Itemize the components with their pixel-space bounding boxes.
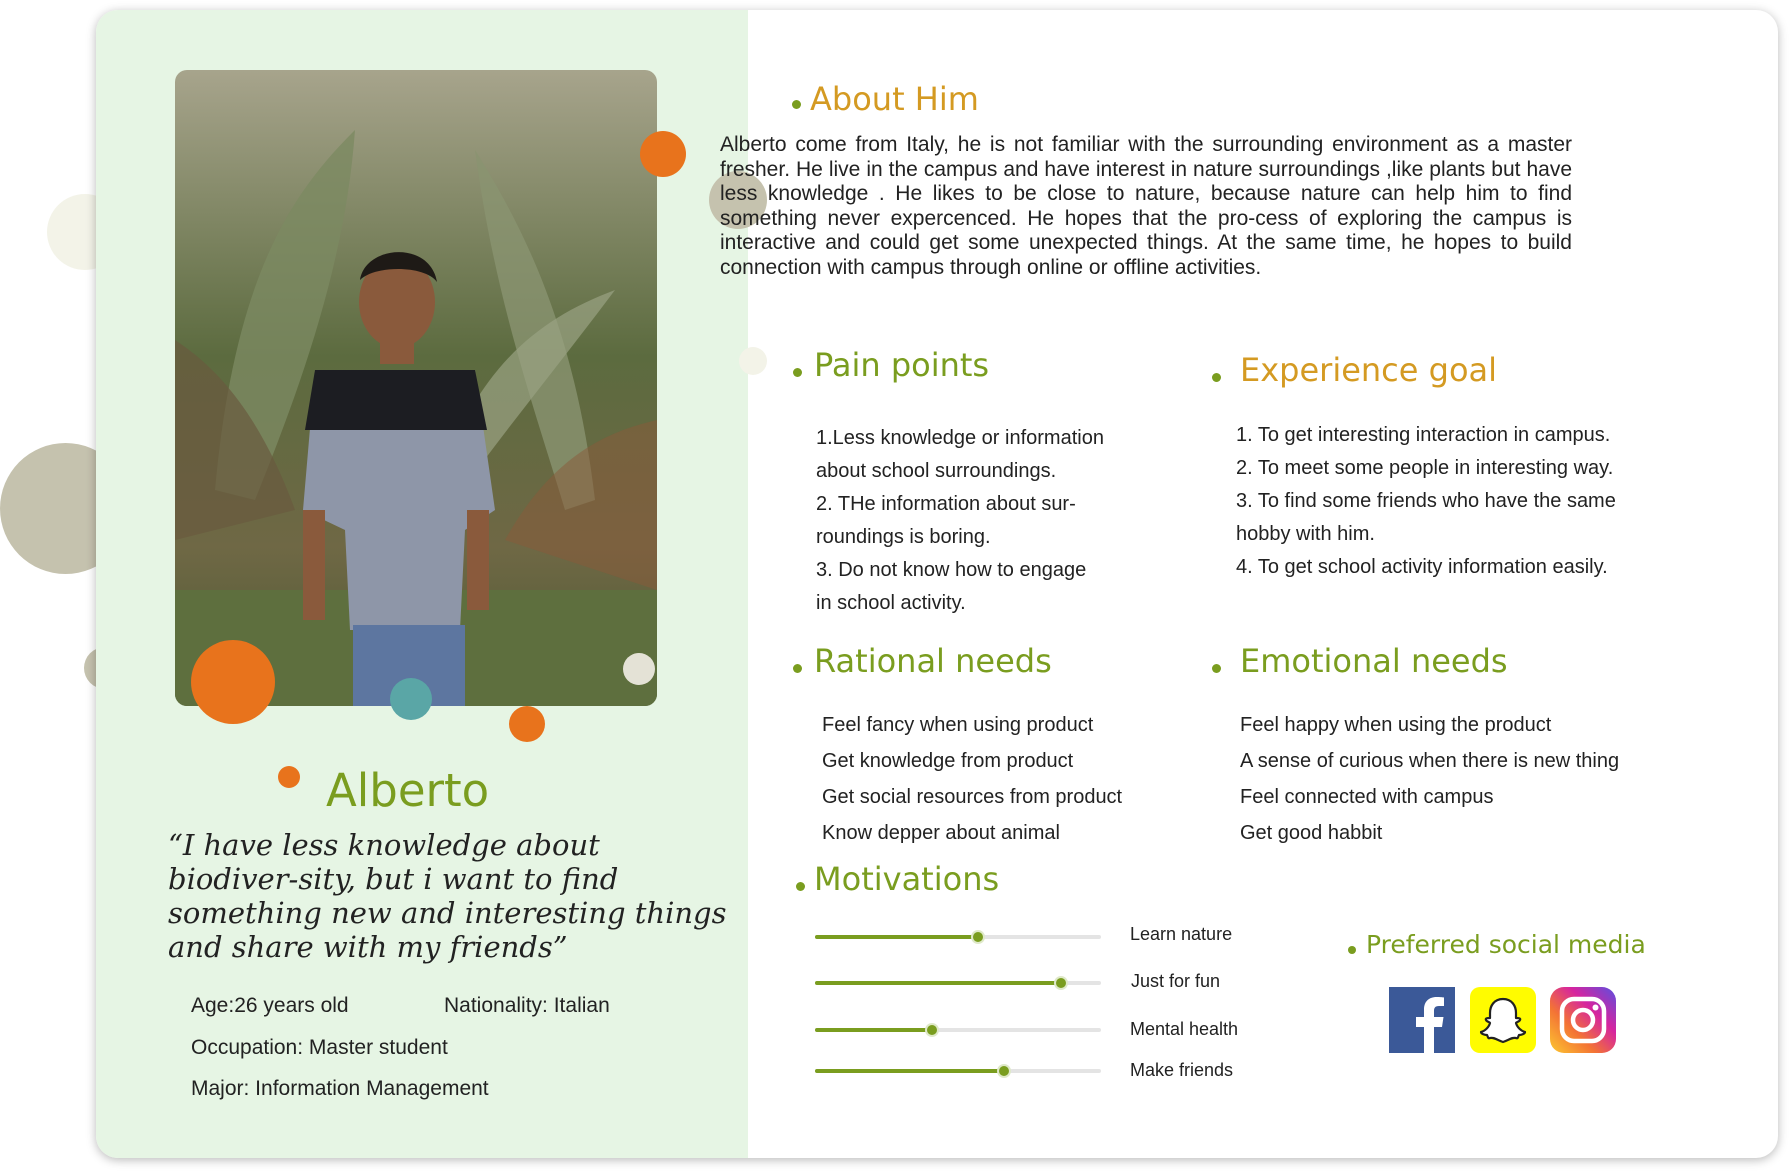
list-item: 3. Do not know how to engage	[816, 559, 1087, 581]
emotional-needs-list	[1240, 707, 1619, 851]
slider-fill	[815, 1069, 1004, 1073]
slider-fill	[815, 1028, 932, 1032]
facebook-icon[interactable]	[1389, 987, 1455, 1053]
persona-nationality: Nationality: Italian	[444, 994, 610, 1017]
list-item: 4. To get school activity information easily.	[1236, 556, 1608, 578]
list-item: Know depper about animal	[822, 822, 1060, 844]
list-item: Get knowledge from product	[822, 750, 1074, 772]
list-item: Get good habbit	[1240, 822, 1383, 844]
persona-major: Major: Information Management	[191, 1077, 489, 1100]
about-bullet	[792, 100, 801, 109]
motivations-heading: Motivations	[814, 860, 1000, 898]
list-item: A sense of curious when there is new thing	[1240, 750, 1620, 772]
list-item: Feel happy when using the product	[1240, 714, 1552, 736]
list-item: Get social resources from product	[822, 786, 1123, 808]
persona-photo	[175, 70, 657, 706]
motivation-slider[interactable]	[815, 1028, 1101, 1032]
list-item: 1.Less knowledge or information	[816, 427, 1104, 449]
slider-knob[interactable]	[925, 1023, 939, 1037]
list-item: 3. To find some friends who have the same	[1236, 490, 1616, 512]
rational-needs-list	[822, 707, 1122, 851]
motivations-bullet	[796, 882, 805, 891]
list-item: 1. To get interesting interaction in campus.	[1236, 424, 1611, 446]
motivation-slider[interactable]	[815, 1069, 1101, 1073]
experience-goal-bullet	[1212, 373, 1221, 382]
emotional-needs-heading: Emotional needs	[1240, 642, 1508, 680]
persona-quote: “I have less knowledge about biodiver-sity, but i want to find something new and interesting things and share with my friends”	[168, 828, 727, 964]
social-heading: Preferred social media	[1366, 930, 1646, 959]
decor-circle	[191, 640, 275, 724]
decor-circle	[623, 653, 655, 685]
rational-needs-bullet	[793, 664, 802, 673]
decor-circle	[640, 131, 686, 177]
slider-knob[interactable]	[997, 1064, 1011, 1078]
persona-age: Age:26 years old	[191, 994, 349, 1017]
pain-points-list	[816, 422, 1104, 620]
instagram-icon[interactable]	[1550, 987, 1616, 1053]
list-item: in school activity.	[816, 592, 966, 614]
list-item: roundings is boring.	[816, 526, 991, 548]
slider-label: Make friends	[1130, 1060, 1234, 1080]
slider-label: Learn nature	[1130, 924, 1233, 944]
slider-label: Just for fun	[1131, 971, 1221, 991]
experience-goal-list	[1236, 419, 1616, 584]
persona-photo-image	[175, 70, 657, 706]
list-item: 2. THe information about sur-	[816, 493, 1076, 515]
pain-points-bullet	[793, 368, 802, 377]
persona-left-panel	[96, 10, 748, 1158]
list-item: about school surroundings.	[816, 460, 1057, 482]
slider-knob[interactable]	[1054, 976, 1068, 990]
slider-label: Mental health	[1130, 1019, 1239, 1039]
persona-occupation: Occupation: Master student	[191, 1036, 448, 1059]
decor-circle	[390, 678, 432, 720]
emotional-needs-bullet	[1212, 664, 1221, 673]
slider-fill	[815, 981, 1061, 985]
decor-circle	[739, 347, 767, 375]
persona-name: Alberto	[326, 764, 490, 817]
list-item: hobby with him.	[1236, 523, 1375, 545]
list-item: Feel fancy when using product	[822, 714, 1094, 736]
persona-card	[96, 10, 1778, 1158]
slider-knob[interactable]	[971, 930, 985, 944]
about-text: Alberto come from Italy, he is not familiar with the surrounding environment as a master fresher. He live in the campus and have interest in nature surroundings ,like plants but have less knowledge . He likes to be close to nature, because nature can help him to find something never expercenced. He hopes that the pro-cess of exploring the campus is interactive and could get some unexpected things. At the same time, he hopes to build connection with campus through online or offline activities.	[720, 133, 1572, 279]
snapchat-icon[interactable]	[1470, 987, 1536, 1053]
rational-needs-heading: Rational needs	[814, 642, 1052, 680]
decor-circle	[509, 706, 545, 742]
social-bullet	[1348, 946, 1356, 954]
list-item: 2. To meet some people in interesting way.	[1236, 457, 1614, 479]
motivation-slider[interactable]	[815, 981, 1101, 985]
about-heading: About Him	[810, 80, 979, 118]
list-item: Feel connected with campus	[1240, 786, 1494, 808]
decor-circle	[278, 766, 300, 788]
slider-fill	[815, 935, 978, 939]
experience-goal-heading: Experience goal	[1240, 351, 1498, 389]
motivation-slider[interactable]	[815, 935, 1101, 939]
pain-points-heading: Pain points	[814, 346, 990, 384]
